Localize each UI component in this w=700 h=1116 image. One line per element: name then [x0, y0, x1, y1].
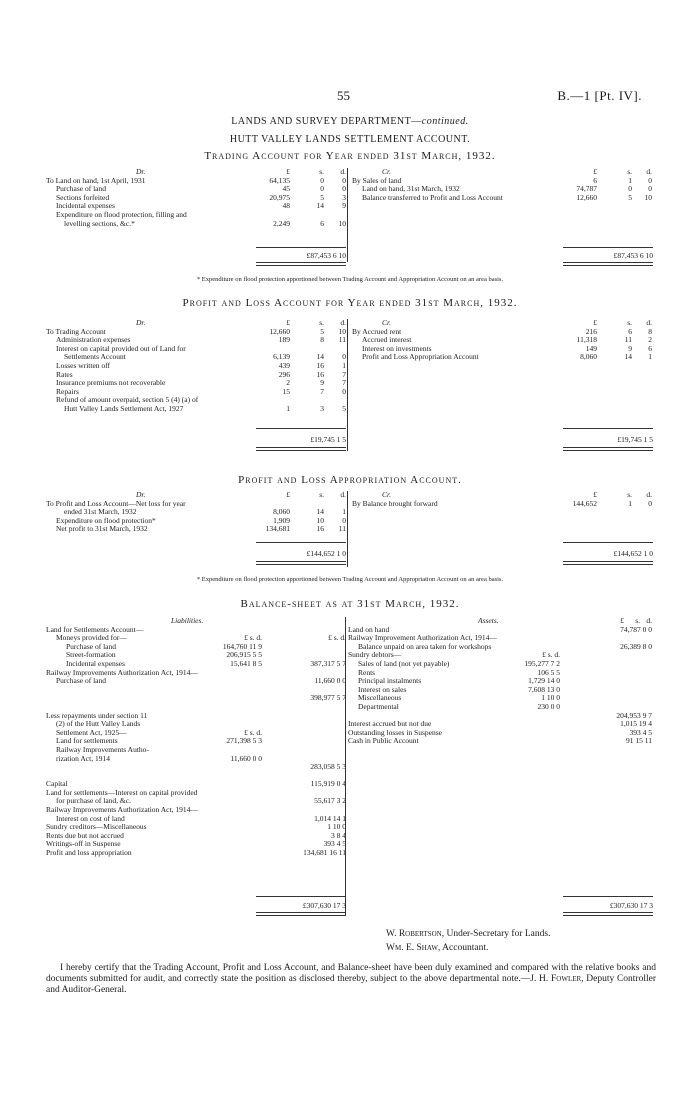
amount-pence: 0 — [342, 386, 346, 396]
row-label: Interest on sales — [358, 684, 407, 694]
amount-shillings: 14 — [624, 352, 632, 362]
amount-pounds: 48 — [282, 201, 290, 211]
row-label: Repairs — [56, 386, 79, 396]
row-label: Hutt Valley Lands Settlement Act, 1927 — [64, 403, 184, 413]
outer-amount: 11,660 0 0 — [314, 676, 346, 686]
lsd-heading: £ — [593, 167, 597, 176]
lsd-heading: s. — [627, 490, 632, 499]
inner-amount: £ s. d. — [244, 727, 262, 737]
row-label: Land on hand, 31st March, 1932 — [362, 184, 460, 194]
outer-amount: 393 4 5 — [629, 727, 652, 737]
row-label: To Land on hand, 1st April, 1931 — [46, 175, 146, 185]
amount-shillings: 10 — [316, 515, 324, 525]
column-divider — [347, 319, 348, 451]
amount-shillings: 6 — [320, 218, 324, 228]
amount-pence: 0 — [342, 175, 346, 185]
trading-debit-total: £87,453 6 10 — [306, 251, 346, 260]
liabilities-total: £307,630 17 3 — [302, 901, 346, 910]
outer-amount: 74,787 0 0 — [620, 624, 652, 634]
row-label: Balance transferred to Profit and Loss Account — [362, 192, 503, 202]
balance-row — [348, 660, 653, 669]
outer-amount: 398,977 5 7 — [310, 693, 346, 703]
row-label: Settlement Act, 1925— — [56, 727, 127, 737]
total-rule — [563, 428, 653, 429]
row-label: Incidental expenses — [56, 201, 115, 211]
signature-under-secretary: W. Robertson, Under-Secretary for Lands. — [386, 929, 551, 939]
total-rule — [256, 247, 346, 248]
amount-pounds: 8,060 — [580, 352, 597, 362]
department-title: LANDS AND SURVEY DEPARTMENT—continued. — [231, 116, 469, 127]
amount-pounds: 15 — [282, 386, 290, 396]
outer-amount: 204,953 9 7 — [616, 710, 652, 720]
balance-row — [46, 755, 346, 764]
inner-amount: 1,729 14 0 — [528, 676, 560, 686]
dr-heading: Dr. — [136, 167, 146, 176]
row-label: Rates — [56, 369, 73, 379]
total-rule — [256, 542, 346, 543]
lsd-heading: s. — [319, 490, 324, 499]
outer-amount: 387,317 5 7 — [310, 658, 346, 668]
lsd-heading: £ — [286, 490, 290, 499]
lsd-heading: d. — [646, 490, 652, 499]
profit-loss-credit-side — [352, 319, 652, 362]
lsd-heading: d. — [646, 616, 652, 625]
amount-pounds: 144,652 — [572, 498, 597, 508]
row-label: (2) of the Hutt Valley Lands — [56, 719, 141, 729]
inner-amount: 230 0 0 — [537, 701, 560, 711]
cr-heading: Cr. — [382, 490, 391, 499]
amount-pounds: 74,787 — [576, 184, 597, 194]
dr-heading: Dr. — [136, 490, 146, 499]
inner-amount: 206,915 5 5 — [226, 650, 262, 660]
double-rule — [256, 912, 346, 916]
row-label: Miscellaneous — [358, 693, 402, 703]
amount-shillings: 1 — [628, 498, 632, 508]
amount-pence: 10 — [644, 192, 652, 202]
amount-shillings: 1 — [628, 175, 632, 185]
amount-pence: 1 — [342, 507, 346, 517]
amount-pounds: 134,681 — [265, 524, 290, 534]
amount-shillings: 6 — [628, 326, 632, 336]
double-rule — [563, 561, 653, 565]
balance-row — [46, 677, 346, 686]
amount-shillings: 11 — [624, 335, 632, 345]
amount-shillings: 9 — [320, 378, 324, 388]
lsd-heading: £ — [593, 318, 597, 327]
amount-shillings: 5 — [320, 192, 324, 202]
balance-row — [348, 703, 653, 712]
amount-pence: 3 — [342, 192, 346, 202]
amount-pounds: 1 — [286, 403, 290, 413]
amount-shillings: 5 — [628, 192, 632, 202]
outer-amount: 1 10 0 — [327, 822, 346, 832]
row-label: By Sales of land — [352, 175, 402, 185]
column-divider — [345, 617, 346, 915]
amount-pounds: 11,318 — [576, 335, 597, 345]
amount-pence: 10 — [338, 218, 346, 228]
row-label: By Accrued rent — [352, 326, 402, 336]
amount-pence: 0 — [648, 184, 652, 194]
amount-shillings: 14 — [316, 507, 324, 517]
row-label: Administration expenses — [56, 335, 131, 345]
account-row — [352, 194, 652, 203]
amount-shillings: 0 — [320, 175, 324, 185]
lsd-heading: d. — [646, 318, 652, 327]
amount-shillings: 14 — [316, 352, 324, 362]
balance-row — [46, 849, 346, 858]
row-label: Rents — [358, 667, 376, 677]
inner-amount: 15,641 8 5 — [230, 658, 262, 668]
row-label: Sections forfeited — [56, 192, 110, 202]
balance-row — [46, 772, 346, 781]
lsd-heading: s. — [319, 167, 324, 176]
amount-pence: 10 — [338, 326, 346, 336]
appropriation-footnote: * Expenditure on flood protection apportioned between Trading Account and Appropriation Account on an area basis. — [196, 576, 504, 583]
amount-pounds: 189 — [278, 335, 290, 345]
document-reference: B.—1 [Pt. IV]. — [557, 88, 642, 103]
inner-amount: 11,660 0 0 — [230, 753, 262, 763]
account-row — [352, 500, 652, 509]
outer-amount: 134,681 16 11 — [303, 848, 346, 858]
row-label: rization Act, 1914 — [56, 753, 110, 763]
amount-pence: 0 — [648, 498, 652, 508]
row-label: Insurance premiums not recoverable — [56, 378, 166, 388]
account-row — [352, 353, 652, 362]
double-rule — [256, 447, 346, 451]
side-heading: Assets. — [478, 616, 499, 625]
lsd-heading: d. — [340, 490, 346, 499]
amount-shillings: 14 — [316, 201, 324, 211]
page-header — [0, 88, 700, 108]
row-label: Writings-off in Suspense — [46, 839, 121, 849]
lsd-heading: d. — [340, 318, 346, 327]
row-label: Settlements Account — [64, 352, 126, 362]
row-label: Expenditure on flood protection* — [56, 515, 156, 525]
amount-shillings: 16 — [316, 524, 324, 534]
cr-heading: Cr. — [382, 167, 391, 176]
row-label: Street-formation — [66, 650, 116, 660]
appropriation-credit-side — [352, 491, 652, 508]
amount-pence: 1 — [342, 360, 346, 370]
row-label: Interest on cost of land — [56, 813, 125, 823]
signature-accountant: Wm. E. Shaw, Accountant. — [386, 943, 489, 953]
amount-pounds: 6,139 — [273, 352, 290, 362]
row-label: Expenditure on flood protection, filling and — [56, 209, 187, 219]
double-rule — [256, 561, 346, 565]
outer-amount: 3 8 4 — [331, 830, 346, 840]
row-label: Net profit to 31st March, 1932 — [56, 524, 148, 534]
lsd-heading: d. — [646, 167, 652, 176]
lsd-heading: s. — [627, 167, 632, 176]
amount-pence: 11 — [338, 335, 346, 345]
column-divider — [347, 491, 348, 567]
appropriation-debit-total: £144,652 1 0 — [306, 549, 346, 558]
amount-shillings: 3 — [320, 403, 324, 413]
row-label: Railway Improvements Autho- — [56, 744, 149, 754]
row-label: Losses written off — [56, 360, 111, 370]
row-label: Land for settlements — [56, 736, 118, 746]
total-rule — [563, 542, 653, 543]
row-label: Purchase of land — [56, 676, 106, 686]
row-label: Rents due but not accrued — [46, 830, 124, 840]
row-label: To Profit and Loss Account—Net loss for year — [46, 498, 186, 508]
row-label: Less repayments under section 11 — [46, 710, 148, 720]
double-rule — [563, 262, 653, 266]
row-label: Sales of land (not yet payable) — [358, 658, 450, 668]
amount-pounds: 12,660 — [576, 192, 597, 202]
outer-amount: 393 4 5 — [323, 839, 346, 849]
amount-pounds: 20,975 — [269, 192, 290, 202]
row-label: Accrued interest — [362, 335, 412, 345]
row-label: Profit and loss appropriation — [46, 848, 132, 858]
balance-row — [348, 737, 653, 746]
assets-total: £307,630 17 3 — [609, 901, 653, 910]
total-rule — [256, 896, 346, 897]
column-divider — [347, 168, 348, 262]
row-label: Purchase of land — [56, 184, 106, 194]
lsd-heading: s. — [635, 616, 640, 625]
amount-pence: 0 — [342, 515, 346, 525]
total-rule — [563, 896, 653, 897]
inner-amount: 106 5 5 — [537, 667, 560, 677]
assets-side — [348, 617, 653, 746]
outer-amount: 26,389 8 0 — [620, 641, 652, 651]
row-label: Land for Settlements Account— — [46, 624, 144, 634]
outer-amount: 1,014 14 1 — [314, 813, 346, 823]
amount-pounds: 6 — [593, 175, 597, 185]
balance-sheet-title: Balance-sheet as at 31st March, 1932. — [240, 598, 460, 610]
lsd-heading: £ — [286, 167, 290, 176]
amount-shillings: 5 — [320, 326, 324, 336]
trading-credit-side — [352, 168, 652, 202]
profit-loss-title: Profit and Loss Account for Year ended 31st March, 1932. — [182, 297, 518, 309]
row-label: Capital — [46, 779, 68, 789]
amount-pence: 1 — [648, 352, 652, 362]
inner-amount: 271,398 5 3 — [226, 736, 262, 746]
liabilities-side — [46, 617, 346, 858]
row-label: Railway Improvements Authorization Act, 1914— — [46, 805, 198, 815]
row-label: Land on hand — [348, 624, 390, 634]
lsd-heading: s. — [627, 318, 632, 327]
account-title: HUTT VALLEY LANDS SETTLEMENT ACCOUNT. — [229, 134, 471, 145]
row-label: To Trading Account — [46, 326, 106, 336]
total-rule — [256, 428, 346, 429]
trading-footnote: * Expenditure on flood protection apportioned between Trading Account and Appropriation Account on an area basis. — [196, 276, 504, 283]
row-label: ended 31st March, 1932 — [64, 507, 137, 517]
row-label: Cash in Public Account — [348, 736, 419, 746]
account-row — [46, 220, 346, 229]
amount-pence: 6 — [648, 343, 652, 353]
row-label: Railway Improvements Authorization Act, 1914— — [46, 667, 198, 677]
amount-pounds: 12,660 — [269, 326, 290, 336]
row-label: Land for settlements—Interest on capital provided — [46, 787, 198, 797]
trading-credit-total: £87,453 6 10 — [613, 251, 653, 260]
row-label: Sundry debtors— — [348, 650, 402, 660]
total-rule — [563, 247, 653, 248]
appropriation-title: Profit and Loss Appropriation Account. — [238, 474, 462, 486]
inner-amount: 195,277 7 2 — [524, 658, 560, 668]
inner-amount: £ s. d. — [542, 650, 560, 660]
account-row — [46, 379, 346, 388]
amount-shillings: 9 — [628, 343, 632, 353]
account-row — [46, 362, 346, 371]
amount-shillings: 8 — [320, 335, 324, 345]
profit-loss-debit-total: £19,745 1 5 — [310, 435, 346, 444]
row-label: Refund of amount overpaid, section 5 (4) (a) of — [56, 395, 199, 405]
lsd-heading: s. — [319, 318, 324, 327]
amount-pence: 0 — [648, 175, 652, 185]
row-label: Interest on investments — [362, 343, 432, 353]
row-label: levelling sections, &c.* — [64, 218, 135, 228]
row-label: Profit and Loss Appropriation Account — [362, 352, 479, 362]
row-label: Incidental expenses — [66, 658, 125, 668]
amount-pounds: 45 — [282, 184, 290, 194]
outer-amount: 91 15 11 — [626, 736, 652, 746]
appropriation-credit-total: £144,652 1 0 — [613, 549, 653, 558]
amount-pounds: 64,135 — [269, 175, 290, 185]
amount-pence: 2 — [648, 335, 652, 345]
row-label: Outstanding losses in Suspense — [348, 727, 442, 737]
amount-pence: 9 — [342, 201, 346, 211]
profit-loss-credit-total: £19,745 1 5 — [617, 435, 653, 444]
amount-pounds: 439 — [278, 360, 290, 370]
amount-pounds: 2 — [286, 378, 290, 388]
trading-debit-side — [46, 168, 346, 228]
amount-pounds: 216 — [585, 326, 597, 336]
lsd-heading: £ — [286, 318, 290, 327]
audit-certificate: I hereby certify that the Trading Account, Profit and Loss Account, and Balance-sheet have been duly examined and compared with the relative books and documents submitted for audit, and correctly state the position as disclosed thereby, subject to the above departmental note.—J. H. Fowler, Deputy Controller and Auditor-General. — [46, 963, 656, 996]
amount-shillings: 16 — [316, 369, 324, 379]
profit-loss-debit-side — [46, 319, 346, 414]
inner-amount: 1 10 0 — [541, 693, 560, 703]
balance-row — [46, 763, 346, 772]
row-label: Sundry creditors—Miscellaneous — [46, 822, 147, 832]
trading-account-title: Trading Account for Year ended 31st March, 1932. — [204, 150, 496, 162]
row-label: for purchase of land, &c. — [56, 796, 131, 806]
balance-row — [46, 686, 346, 695]
row-label: Purchase of land — [66, 641, 116, 651]
outer-amount: 283,058 5 3 — [310, 762, 346, 772]
amount-pounds: 1,909 — [273, 515, 290, 525]
amount-pence: 5 — [342, 403, 346, 413]
lsd-heading: £ — [593, 490, 597, 499]
row-label: Railway Improvement Authorization Act, 1914— — [348, 633, 497, 643]
inner-amount: 164,760 11 9 — [222, 641, 262, 651]
side-heading: Liabilities. — [171, 616, 204, 625]
inner-amount: £ s. d. — [244, 633, 262, 643]
lsd-heading: £ — [620, 616, 624, 625]
amount-pounds: 149 — [585, 343, 597, 353]
row-label: Departmental — [358, 701, 399, 711]
lsd-heading: d. — [340, 167, 346, 176]
amount-shillings: 16 — [316, 360, 324, 370]
account-row — [46, 525, 346, 534]
amount-pence: 0 — [342, 184, 346, 194]
amount-shillings: 0 — [320, 184, 324, 194]
amount-pounds: 2,249 — [273, 218, 290, 228]
row-label: Moneys provided for— — [56, 633, 127, 643]
amount-pounds: 8,060 — [273, 507, 290, 517]
appropriation-debit-side — [46, 491, 346, 534]
amount-pence: 7 — [342, 369, 346, 379]
page-number: 55 — [337, 88, 350, 103]
row-label: Principal instalments — [358, 676, 422, 686]
amount-shillings: 0 — [628, 184, 632, 194]
double-rule — [256, 262, 346, 266]
amount-pence: 8 — [648, 326, 652, 336]
double-rule — [563, 912, 653, 916]
outer-amount: £ s. d. — [328, 633, 346, 643]
outer-amount: 115,919 0 4 — [310, 779, 346, 789]
balance-row — [46, 694, 346, 703]
account-row — [46, 405, 346, 414]
amount-shillings: 7 — [320, 386, 324, 396]
row-label: Balance unpaid on area taken for workshops — [358, 641, 492, 651]
double-rule — [563, 447, 653, 451]
row-label: Interest on capital provided out of Land for — [56, 343, 186, 353]
row-label: Interest accrued but not due — [348, 719, 432, 729]
amount-pounds: 296 — [278, 369, 290, 379]
amount-pence: 0 — [342, 352, 346, 362]
cr-heading: Cr. — [382, 318, 391, 327]
inner-amount: 7,608 13 0 — [528, 684, 560, 694]
column-header-row — [348, 617, 653, 626]
dr-heading: Dr. — [136, 318, 146, 327]
outer-amount: 55,617 3 2 — [314, 796, 346, 806]
amount-pence: 11 — [338, 524, 346, 534]
outer-amount: 1,015 19 4 — [620, 719, 652, 729]
row-label: By Balance brought forward — [352, 498, 438, 508]
amount-pence: 7 — [342, 378, 346, 388]
